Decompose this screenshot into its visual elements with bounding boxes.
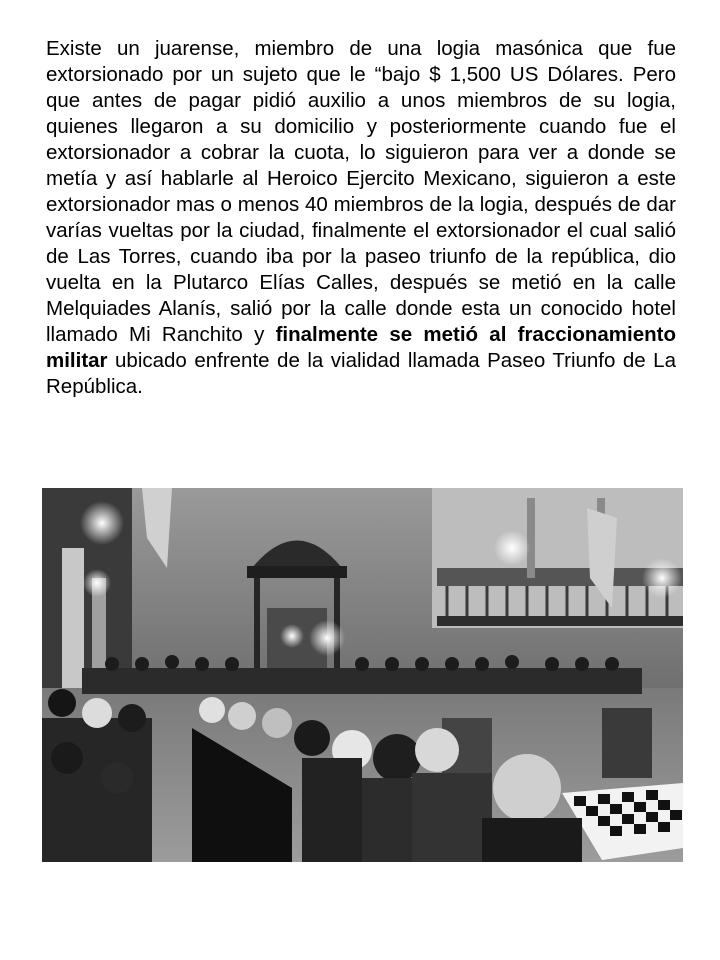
right-gallery-wall bbox=[432, 488, 683, 628]
light-glow-1 bbox=[80, 501, 124, 545]
left-audience bbox=[42, 689, 152, 862]
light-glow-4 bbox=[280, 624, 304, 648]
column-right bbox=[527, 498, 535, 578]
light-glow-6 bbox=[494, 530, 530, 566]
light-glow-2 bbox=[83, 569, 111, 597]
balcony-base bbox=[437, 616, 683, 626]
back-row-seats bbox=[82, 668, 642, 694]
paragraph-text-part2: ubicado enfrente de la vialidad llamada Paseo Triunfo de La República. bbox=[46, 349, 676, 398]
lectern-right bbox=[602, 708, 652, 778]
paragraph-text-part1: Existe un juarense, miembro de una logia masónica que fue extorsionado por un sujeto que le “bajo $ 1,500 US Dólares. Pero que antes de pagar pidió auxilio a unos miembros de su logia, quienes llegaron a su domicilio y posteriormente cuando fue el extorsionador a cobrar la cuota, lo siguieron para ver a donde se metía y así hablarle al Heroico Ejercito Mexicano, siguieron a este extorsionador mas o menos 40 miembros de la logia, después de dar varías vueltas por la ciudad, finalmente el extorsionador el cual salió de Las Torres, cuando iba por la paseo triunfo de la república, dio vuelta en la Plutarco Elías Calles, después se metió en la calle Melquiades Alanís, salió por la calle donde esta un conocido hotel llamado Mi Ranchito y bbox=[46, 37, 676, 346]
light-glow-5 bbox=[642, 558, 682, 598]
lodge-assembly-photo bbox=[42, 488, 683, 862]
light-glow-3 bbox=[309, 620, 345, 656]
paragraph-bold-phrase: finalmente se metió al fraccionamiento militar bbox=[46, 323, 676, 372]
article-paragraph bbox=[46, 36, 676, 400]
canopy-cornice bbox=[247, 566, 347, 578]
lodge-assembly-illustration bbox=[42, 488, 683, 862]
